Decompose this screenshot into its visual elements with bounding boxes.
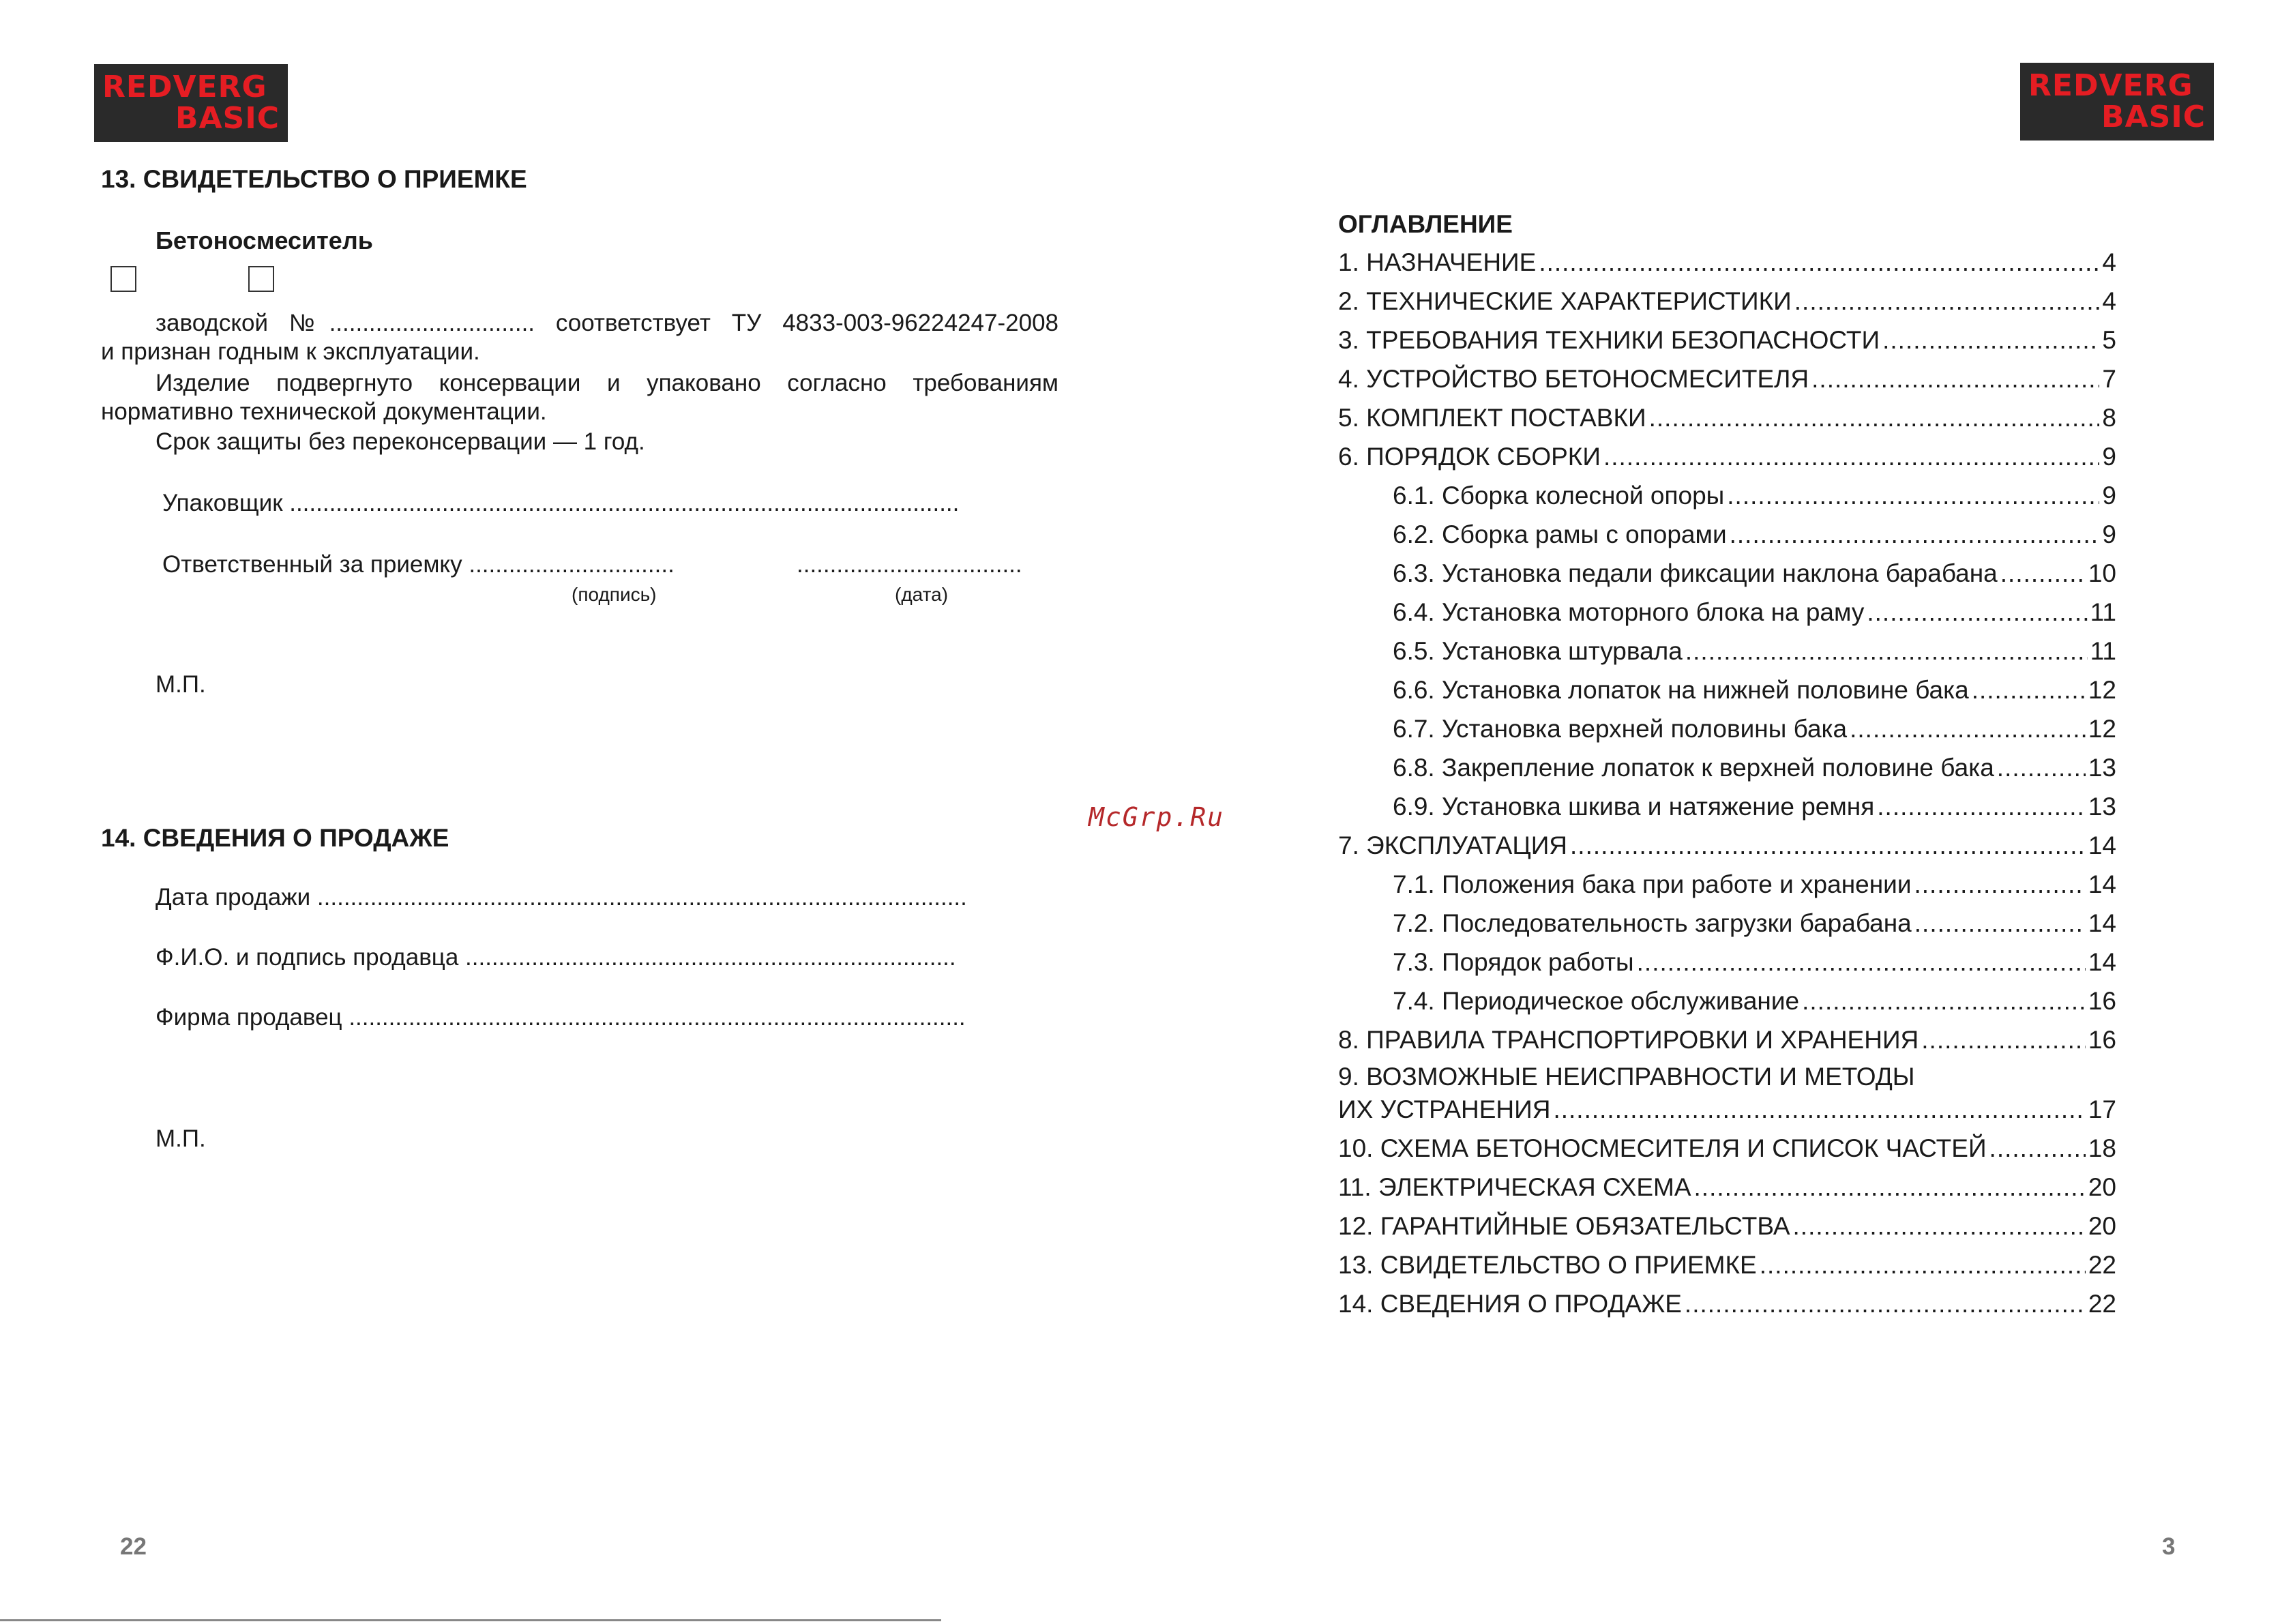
brand-logo-right xyxy=(2020,63,2214,141)
toc-entry[interactable]: 3. ТРЕБОВАНИЯ ТЕХНИКИ БЕЗОПАСНОСТИ ..... 5 xyxy=(1338,325,2116,356)
conservation-line-2: нормативно технической документации. xyxy=(101,398,547,425)
toc-entry[interactable]: 12. ГАРАНТИЙНЫЕ ОБЯЗАТЕЛЬСТВА ..... 20 xyxy=(1338,1211,2116,1242)
toc-entry[interactable]: 5. КОМПЛЕКТ ПОСТАВКИ ..... 8 xyxy=(1338,402,2116,434)
logo-text-line2: BASIC xyxy=(2101,100,2206,134)
watermark: McGrp.Ru xyxy=(1089,802,1225,832)
responsible-signature-field[interactable]: Ответственный за приемку ............................... xyxy=(162,551,675,578)
toc-entry[interactable]: 7. ЭКСПЛУАТАЦИЯ ..... 14 xyxy=(1338,830,2116,861)
serial-fit-line: и признан годным к эксплуатации. xyxy=(101,338,480,365)
toc-entry[interactable]: 7.4. Периодическое обслуживание ..... 16 xyxy=(1393,986,2116,1017)
date-caption: (дата) xyxy=(895,584,949,605)
responsible-date-field[interactable]: .................................. xyxy=(797,551,1022,578)
conservation-line-1: Изделие подвергнуто консервации и упаковано согласно требованиям xyxy=(156,370,1058,396)
toc-entry[interactable]: 6.3. Установка педали фиксации наклона барабана ..... 10 xyxy=(1393,558,2116,589)
toc-entry[interactable]: 6.8. Закрепление лопаток к верхней половине бака ..... 13 xyxy=(1393,752,2116,784)
toc-entry[interactable]: 6.7. Установка верхней половины бака ..... 12 xyxy=(1393,713,2116,745)
packer-field[interactable]: Упаковщик ..................................................................................................... xyxy=(162,490,960,516)
toc-entry[interactable]: 1. НАЗНАЧЕНИЕ ..... 4 xyxy=(1338,247,2116,278)
toc-entry[interactable]: 2. ТЕХНИЧЕСКИЕ ХАРАКТЕРИСТИКИ ..... 4 xyxy=(1338,286,2116,317)
seller-name-field[interactable]: Ф.И.О. и подпись продавца .......................................................................... xyxy=(156,944,956,971)
toc-entry[interactable]: 4. УСТРОЙСТВО БЕТОНОСМЕСИТЕЛЯ ..... 7 xyxy=(1338,364,2116,395)
toc-entry[interactable]: 11. ЭЛЕКТРИЧЕСКАЯ СХЕМА ..... 20 xyxy=(1338,1172,2116,1203)
sale-date-field[interactable]: Дата продажи .................................................................................................. xyxy=(156,884,967,911)
stamp-placeholder-13: М.П. xyxy=(156,671,206,698)
toc-entry[interactable]: 13. СВИДЕТЕЛЬСТВО О ПРИЕМКЕ ..... 22 xyxy=(1338,1250,2116,1281)
toc-entry[interactable]: 7.2. Последовательность загрузки барабана ..... 14 xyxy=(1393,908,2116,939)
toc-entry[interactable]: 6.1. Сборка колесной опоры ..... 9 xyxy=(1393,480,2116,512)
seller-firm-field[interactable]: Фирма продавец ............................................................................................. xyxy=(156,1004,966,1031)
protection-period: Срок защиты без переконсервации — 1 год. xyxy=(156,428,645,455)
toc-entry[interactable]: 6.9. Установка шкива и натяжение ремня ..... 13 xyxy=(1393,791,2116,823)
toc-entry[interactable]: 6.5. Установка штурвала ..... 11 xyxy=(1393,636,2116,667)
product-checkbox-2[interactable] xyxy=(248,266,274,292)
signature-caption: (подпись) xyxy=(572,584,657,605)
toc-entry[interactable]: 6.4. Установка моторного блока на раму ..... 11 xyxy=(1393,597,2116,628)
toc-entry[interactable]: 6.6. Установка лопаток на нижней половине бака ..... 12 xyxy=(1393,675,2116,706)
serial-number-line: заводской №............................... соответствует ТУ 4833-003-96224247-2008 xyxy=(156,310,1058,336)
toc-entry[interactable]: 14. СВЕДЕНИЯ О ПРОДАЖЕ ..... 22 xyxy=(1338,1288,2116,1320)
toc-entry[interactable]: 7.1. Положения бака при работе и хранении ..... 14 xyxy=(1393,869,2116,900)
toc-entry[interactable]: ИХ УСТРАНЕНИЯ ..... 17 xyxy=(1338,1094,2116,1125)
toc-entry[interactable]: 10. СХЕМА БЕТОНОСМЕСИТЕЛЯ И СПИСОК ЧАСТЕЙ ..... 18 xyxy=(1338,1133,2116,1164)
product-checkbox-1[interactable] xyxy=(110,266,136,292)
toc-entry[interactable]: 6.2. Сборка рамы с опорами ..... 9 xyxy=(1393,519,2116,550)
toc-title: ОГЛАВЛЕНИЕ xyxy=(1338,210,1513,238)
page-number-right: 3 xyxy=(2162,1533,2176,1560)
toc-entry[interactable]: 6. ПОРЯДОК СБОРКИ ..... 9 xyxy=(1338,441,2116,473)
section-13-title: 13. СВИДЕТЕЛЬСТВО О ПРИЕМКЕ xyxy=(101,165,527,193)
page-number-left: 22 xyxy=(120,1533,147,1560)
logo-text-line2: BASIC xyxy=(175,101,280,136)
brand-logo-left xyxy=(94,64,288,142)
logo-text-line1: REDVERG xyxy=(102,70,267,104)
bottom-rule xyxy=(0,1619,941,1621)
toc-entry-heading[interactable]: 9. ВОЗМОЖНЫЕ НЕИСПРАВНОСТИ И МЕТОДЫ xyxy=(1338,1063,1915,1091)
toc-entry[interactable]: 7.3. Порядок работы ..... 14 xyxy=(1393,947,2116,978)
logo-text-line1: REDVERG xyxy=(2028,68,2193,103)
toc-entry[interactable]: 8. ПРАВИЛА ТРАНСПОРТИРОВКИ И ХРАНЕНИЯ ..... 16 xyxy=(1338,1024,2116,1056)
section-14-title: 14. СВЕДЕНИЯ О ПРОДАЖЕ xyxy=(101,824,449,852)
stamp-placeholder-14: М.П. xyxy=(156,1125,206,1152)
product-name: Бетоносмеситель xyxy=(156,226,373,254)
